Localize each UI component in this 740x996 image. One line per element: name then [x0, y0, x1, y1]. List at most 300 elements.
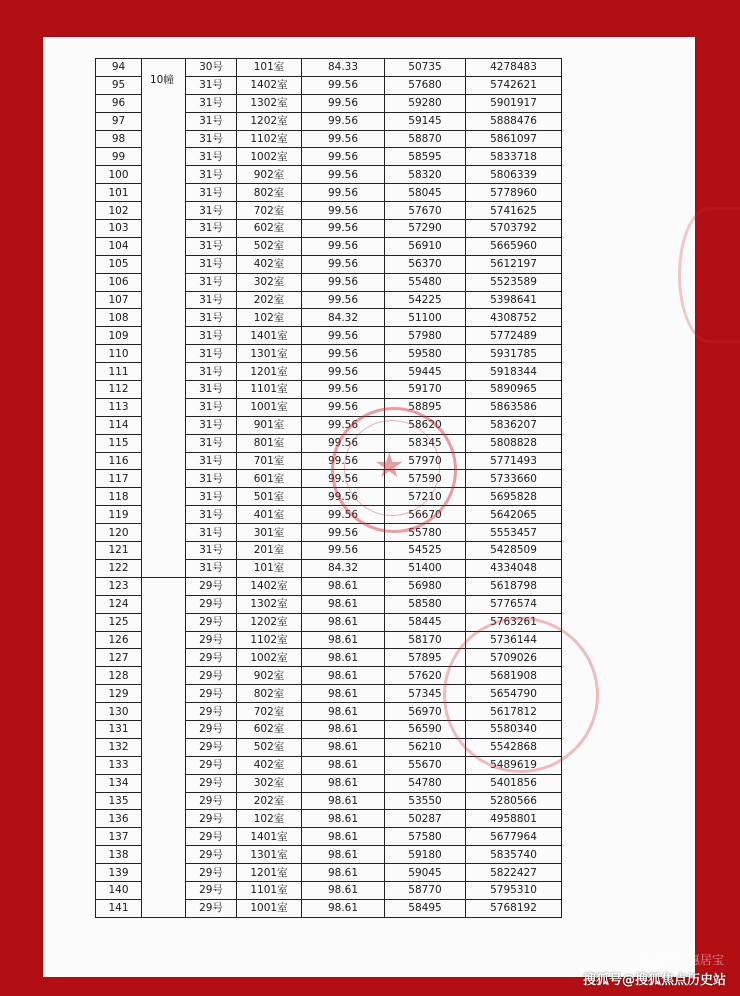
unit-price: 59445 [385, 363, 466, 381]
area: 99.56 [302, 416, 385, 434]
unit-price: 56980 [385, 577, 466, 595]
group-cell [142, 130, 186, 148]
building-number: 30号 [186, 59, 237, 77]
unit-price: 59580 [385, 345, 466, 363]
building-number: 29号 [186, 595, 237, 613]
group-cell [142, 166, 186, 184]
total-price: 5401856 [466, 774, 562, 792]
table-row [96, 542, 562, 560]
area: 99.56 [302, 94, 385, 112]
table-row [96, 94, 562, 112]
unit-number: 402室 [237, 756, 302, 774]
area: 98.61 [302, 864, 385, 882]
table-row [96, 685, 562, 703]
unit-number: 502室 [237, 237, 302, 255]
row-number: 124 [96, 595, 142, 613]
total-price: 5822427 [466, 864, 562, 882]
group-cell [142, 524, 186, 542]
area: 99.56 [302, 166, 385, 184]
unit-price: 54525 [385, 542, 466, 560]
unit-number: 401室 [237, 506, 302, 524]
total-price: 5489619 [466, 756, 562, 774]
building-number: 29号 [186, 864, 237, 882]
unit-price: 59280 [385, 94, 466, 112]
unit-price: 50287 [385, 810, 466, 828]
total-price: 4278483 [466, 59, 562, 77]
unit-price: 58345 [385, 434, 466, 452]
row-number: 102 [96, 202, 142, 220]
area: 99.56 [302, 542, 385, 560]
unit-number: 601室 [237, 470, 302, 488]
unit-price: 58595 [385, 148, 466, 166]
row-number: 115 [96, 434, 142, 452]
building-number: 31号 [186, 381, 237, 399]
group-cell [142, 363, 186, 381]
row-number: 123 [96, 577, 142, 595]
total-price: 5863586 [466, 398, 562, 416]
building-number: 31号 [186, 237, 237, 255]
building-number: 31号 [186, 148, 237, 166]
area: 99.56 [302, 452, 385, 470]
area: 99.56 [302, 202, 385, 220]
unit-number: 1302室 [237, 595, 302, 613]
unit-number: 1101室 [237, 381, 302, 399]
unit-price: 57290 [385, 220, 466, 238]
row-number: 138 [96, 846, 142, 864]
unit-number: 1302室 [237, 94, 302, 112]
unit-number: 202室 [237, 291, 302, 309]
area: 99.56 [302, 524, 385, 542]
area: 98.61 [302, 828, 385, 846]
area: 99.56 [302, 76, 385, 94]
area: 98.61 [302, 667, 385, 685]
group-cell [142, 881, 186, 899]
total-price: 5677964 [466, 828, 562, 846]
unit-number: 1401室 [237, 828, 302, 846]
area: 98.61 [302, 649, 385, 667]
table-row [96, 649, 562, 667]
building-number: 31号 [186, 470, 237, 488]
total-price: 5741625 [466, 202, 562, 220]
unit-number: 1202室 [237, 112, 302, 130]
row-number: 98 [96, 130, 142, 148]
total-price: 5617812 [466, 703, 562, 721]
group-cell [142, 220, 186, 238]
total-price: 4334048 [466, 559, 562, 577]
building-number: 31号 [186, 94, 237, 112]
table-row [96, 792, 562, 810]
total-price: 5861097 [466, 130, 562, 148]
seal-star-icon: ★ [374, 446, 405, 486]
group-cell [142, 720, 186, 738]
group-cell [142, 184, 186, 202]
building-number: 31号 [186, 559, 237, 577]
unit-number: 902室 [237, 667, 302, 685]
table-row [96, 309, 562, 327]
row-number: 137 [96, 828, 142, 846]
building-number: 31号 [186, 542, 237, 560]
area: 98.61 [302, 738, 385, 756]
building-number: 29号 [186, 899, 237, 917]
total-price: 5709026 [466, 649, 562, 667]
building-number: 29号 [186, 792, 237, 810]
table-row [96, 899, 562, 917]
building-number: 31号 [186, 452, 237, 470]
unit-price: 50735 [385, 59, 466, 77]
unit-price: 57980 [385, 327, 466, 345]
row-number: 99 [96, 148, 142, 166]
building-number: 31号 [186, 434, 237, 452]
area: 98.61 [302, 577, 385, 595]
unit-price: 58770 [385, 881, 466, 899]
total-price: 5612197 [466, 255, 562, 273]
group-cell [142, 112, 186, 130]
row-number: 105 [96, 255, 142, 273]
row-number: 132 [96, 738, 142, 756]
area: 99.56 [302, 291, 385, 309]
total-price: 5833718 [466, 148, 562, 166]
unit-number: 701室 [237, 452, 302, 470]
row-number: 136 [96, 810, 142, 828]
building-number: 31号 [186, 273, 237, 291]
group-cell [142, 559, 186, 577]
building-number: 31号 [186, 309, 237, 327]
table-row [96, 130, 562, 148]
row-number: 139 [96, 864, 142, 882]
unit-number: 602室 [237, 720, 302, 738]
unit-price: 56910 [385, 237, 466, 255]
unit-price: 55780 [385, 524, 466, 542]
source-watermark: 搜狐号@搜狐焦点历史站 [582, 973, 726, 988]
row-number: 126 [96, 631, 142, 649]
total-price: 5542868 [466, 738, 562, 756]
unit-price: 59045 [385, 864, 466, 882]
group-cell [142, 792, 186, 810]
total-price: 5836207 [466, 416, 562, 434]
unit-price: 58445 [385, 613, 466, 631]
unit-price: 59180 [385, 846, 466, 864]
table-row [96, 577, 562, 595]
row-number: 119 [96, 506, 142, 524]
table-row [96, 470, 562, 488]
unit-price: 59145 [385, 112, 466, 130]
unit-price: 57895 [385, 649, 466, 667]
area: 99.56 [302, 112, 385, 130]
unit-number: 1001室 [237, 398, 302, 416]
unit-price: 57620 [385, 667, 466, 685]
building-number: 31号 [186, 488, 237, 506]
table-row [96, 112, 562, 130]
group-cell [142, 309, 186, 327]
table-row [96, 703, 562, 721]
group-cell [142, 649, 186, 667]
area: 99.56 [302, 148, 385, 166]
unit-price: 56970 [385, 703, 466, 721]
group-cell [142, 810, 186, 828]
table-row [96, 774, 562, 792]
total-price: 5695828 [466, 488, 562, 506]
unit-number: 1001室 [237, 899, 302, 917]
total-price: 5428509 [466, 542, 562, 560]
area: 98.61 [302, 774, 385, 792]
area: 99.56 [302, 184, 385, 202]
total-price: 5553457 [466, 524, 562, 542]
total-price: 5888476 [466, 112, 562, 130]
row-number: 140 [96, 881, 142, 899]
unit-number: 1201室 [237, 864, 302, 882]
table-row [96, 148, 562, 166]
unit-number: 702室 [237, 703, 302, 721]
row-number: 114 [96, 416, 142, 434]
area: 84.32 [302, 559, 385, 577]
group-cell [142, 202, 186, 220]
building-number: 29号 [186, 810, 237, 828]
unit-number: 1402室 [237, 577, 302, 595]
unit-number: 502室 [237, 738, 302, 756]
group-cell [142, 416, 186, 434]
total-price: 5654790 [466, 685, 562, 703]
unit-number: 1301室 [237, 345, 302, 363]
building-number: 29号 [186, 667, 237, 685]
area: 99.56 [302, 488, 385, 506]
building-number: 31号 [186, 184, 237, 202]
building-number: 29号 [186, 828, 237, 846]
area: 99.56 [302, 130, 385, 148]
building-number: 31号 [186, 202, 237, 220]
table-row [96, 756, 562, 774]
total-price: 5763261 [466, 613, 562, 631]
row-number: 100 [96, 166, 142, 184]
building-number: 31号 [186, 416, 237, 434]
total-price: 5931785 [466, 345, 562, 363]
row-number: 135 [96, 792, 142, 810]
row-number: 127 [96, 649, 142, 667]
table-row [96, 524, 562, 542]
group-cell [142, 434, 186, 452]
row-number: 133 [96, 756, 142, 774]
unit-price: 51100 [385, 309, 466, 327]
unit-price: 58320 [385, 166, 466, 184]
table-row [96, 506, 562, 524]
group-cell [142, 828, 186, 846]
unit-number: 802室 [237, 685, 302, 703]
area: 99.56 [302, 381, 385, 399]
unit-number: 1301室 [237, 846, 302, 864]
group-cell [142, 756, 186, 774]
row-number: 122 [96, 559, 142, 577]
edge-seal [678, 207, 740, 343]
building-number: 31号 [186, 76, 237, 94]
total-price: 5918344 [466, 363, 562, 381]
row-number: 103 [96, 220, 142, 238]
area: 99.56 [302, 434, 385, 452]
unit-price: 57580 [385, 828, 466, 846]
group-cell [142, 595, 186, 613]
group-cell [142, 237, 186, 255]
table-row [96, 667, 562, 685]
unit-number: 1102室 [237, 130, 302, 148]
building-number: 31号 [186, 255, 237, 273]
price-list-page [43, 37, 695, 977]
area: 99.56 [302, 398, 385, 416]
building-number: 29号 [186, 649, 237, 667]
row-number: 130 [96, 703, 142, 721]
building-number: 31号 [186, 345, 237, 363]
total-price: 4308752 [466, 309, 562, 327]
row-number: 101 [96, 184, 142, 202]
total-price: 5778960 [466, 184, 562, 202]
table-row [96, 720, 562, 738]
table-row [96, 595, 562, 613]
unit-number: 402室 [237, 255, 302, 273]
unit-price: 57970 [385, 452, 466, 470]
group-cell [142, 613, 186, 631]
total-price: 5742621 [466, 76, 562, 94]
group-cell [142, 774, 186, 792]
unit-number: 1402室 [237, 76, 302, 94]
total-price: 5776574 [466, 595, 562, 613]
unit-number: 1102室 [237, 631, 302, 649]
total-price: 5771493 [466, 452, 562, 470]
building-number: 31号 [186, 291, 237, 309]
row-number: 141 [96, 899, 142, 917]
total-price: 5665960 [466, 237, 562, 255]
area: 98.61 [302, 846, 385, 864]
total-price: 5703792 [466, 220, 562, 238]
table-row [96, 220, 562, 238]
total-price: 5642065 [466, 506, 562, 524]
unit-price: 58495 [385, 899, 466, 917]
table-row [96, 864, 562, 882]
table-row [96, 166, 562, 184]
total-price: 5681908 [466, 667, 562, 685]
table-row [96, 631, 562, 649]
area: 99.56 [302, 237, 385, 255]
unit-price: 55670 [385, 756, 466, 774]
area: 99.56 [302, 363, 385, 381]
table-row [96, 345, 562, 363]
group-cell [142, 452, 186, 470]
total-price: 5523589 [466, 273, 562, 291]
building-number: 29号 [186, 703, 237, 721]
unit-number: 801室 [237, 434, 302, 452]
row-number: 96 [96, 94, 142, 112]
area: 98.61 [302, 720, 385, 738]
row-number: 113 [96, 398, 142, 416]
area: 84.32 [302, 309, 385, 327]
row-number: 129 [96, 685, 142, 703]
row-number: 121 [96, 542, 142, 560]
unit-number: 201室 [237, 542, 302, 560]
building-number: 29号 [186, 881, 237, 899]
table-row [96, 846, 562, 864]
building-number: 31号 [186, 398, 237, 416]
total-price: 5795310 [466, 881, 562, 899]
unit-price: 57680 [385, 76, 466, 94]
unit-price: 57590 [385, 470, 466, 488]
total-price: 5808828 [466, 434, 562, 452]
total-price: 5901917 [466, 94, 562, 112]
unit-price: 59170 [385, 381, 466, 399]
unit-price: 56210 [385, 738, 466, 756]
group-cell [142, 273, 186, 291]
table-row [96, 291, 562, 309]
total-price: 5580340 [466, 720, 562, 738]
group-cell [142, 542, 186, 560]
group-cell [142, 470, 186, 488]
area: 98.61 [302, 881, 385, 899]
group-cell [142, 631, 186, 649]
unit-number: 102室 [237, 810, 302, 828]
table-row [96, 613, 562, 631]
table-row [96, 255, 562, 273]
total-price: 4958801 [466, 810, 562, 828]
row-number: 110 [96, 345, 142, 363]
unit-price: 56370 [385, 255, 466, 273]
row-number: 125 [96, 613, 142, 631]
unit-price: 54225 [385, 291, 466, 309]
group-cell [142, 148, 186, 166]
area: 98.61 [302, 631, 385, 649]
area: 98.61 [302, 792, 385, 810]
unit-price: 58895 [385, 398, 466, 416]
area: 98.61 [302, 703, 385, 721]
unit-price: 58170 [385, 631, 466, 649]
table-row [96, 452, 562, 470]
group-cell [142, 94, 186, 112]
unit-price: 58580 [385, 595, 466, 613]
area: 98.61 [302, 595, 385, 613]
unit-price: 57210 [385, 488, 466, 506]
area: 99.56 [302, 255, 385, 273]
area: 99.56 [302, 345, 385, 363]
unit-number: 902室 [237, 166, 302, 184]
row-number: 111 [96, 363, 142, 381]
unit-number: 202室 [237, 792, 302, 810]
row-number: 107 [96, 291, 142, 309]
group-cell [142, 667, 186, 685]
table-row [96, 184, 562, 202]
total-price: 5280566 [466, 792, 562, 810]
table-row [96, 398, 562, 416]
area: 99.56 [302, 470, 385, 488]
area: 98.61 [302, 756, 385, 774]
unit-number: 1401室 [237, 327, 302, 345]
table-row [96, 237, 562, 255]
unit-number: 901室 [237, 416, 302, 434]
price-table [95, 58, 562, 918]
unit-number: 1201室 [237, 363, 302, 381]
group-cell [142, 255, 186, 273]
total-price: 5835740 [466, 846, 562, 864]
building-number: 29号 [186, 774, 237, 792]
row-number: 134 [96, 774, 142, 792]
row-number: 94 [96, 59, 142, 77]
unit-number: 101室 [237, 59, 302, 77]
table-row [96, 273, 562, 291]
group-cell [142, 685, 186, 703]
total-price: 5618798 [466, 577, 562, 595]
row-number: 118 [96, 488, 142, 506]
unit-price: 56590 [385, 720, 466, 738]
row-number: 104 [96, 237, 142, 255]
building-number: 31号 [186, 524, 237, 542]
unit-number: 301室 [237, 524, 302, 542]
row-number: 120 [96, 524, 142, 542]
table-row [96, 363, 562, 381]
group-cell [142, 738, 186, 756]
group-cell [142, 577, 186, 595]
